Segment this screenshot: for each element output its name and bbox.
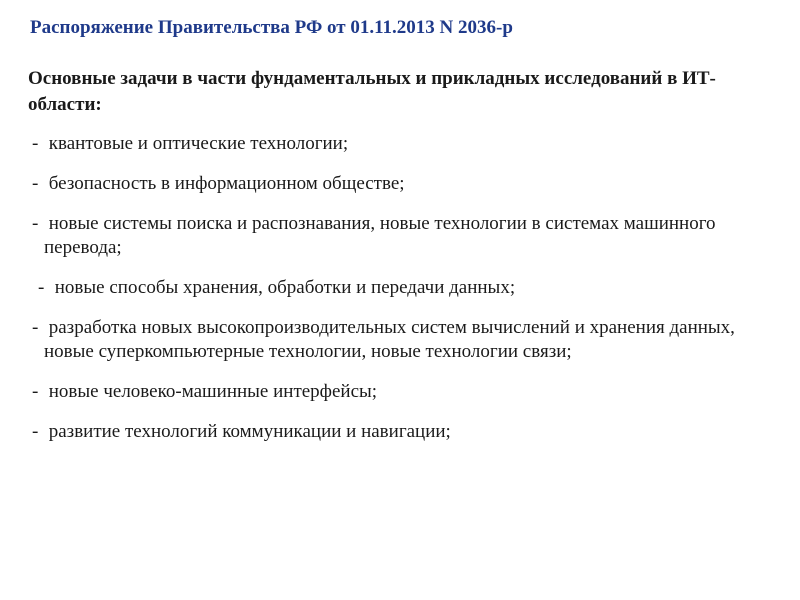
list-item-text: безопасность в информационном обществе; [48, 173, 405, 194]
list-item-text: новые человеко-машинные интерфейсы; [48, 381, 378, 402]
list-item [28, 316, 772, 364]
bullet-dash: - [32, 381, 39, 402]
bullet-dash: - [32, 173, 39, 194]
task-list [28, 132, 772, 444]
list-item-text: новые способы хранения, обработки и передачи данных; [54, 277, 516, 298]
bullet-dash: - [32, 133, 39, 154]
list-item [28, 380, 772, 404]
section-heading: Основные задачи в части фундаментальных и прикладных исследований в ИТ-области: [28, 68, 716, 115]
bullet-dash: - [32, 317, 39, 338]
list-item-text: разработка новых высокопроизводительных систем вычислений и хранения данных, новые суперкомпьютерные технологии, новые технологии связи; [44, 317, 735, 362]
list-item-text: развитие технологий коммуникации и навигации; [48, 421, 451, 442]
list-item [28, 276, 772, 300]
list-item [28, 132, 772, 156]
document-title: Распоряжение Правительства РФ от 01.11.2013 N 2036-р [30, 17, 513, 38]
bullet-dash: - [32, 421, 39, 442]
list-item [28, 172, 772, 196]
list-item [28, 420, 772, 444]
list-item-text: квантовые и оптические технологии; [48, 133, 349, 154]
bullet-dash: - [32, 213, 39, 234]
list-item [28, 212, 772, 260]
bullet-dash: - [38, 277, 45, 298]
list-item-text: новые системы поиска и распознавания, новые технологии в системах машинного перевода; [44, 213, 716, 258]
